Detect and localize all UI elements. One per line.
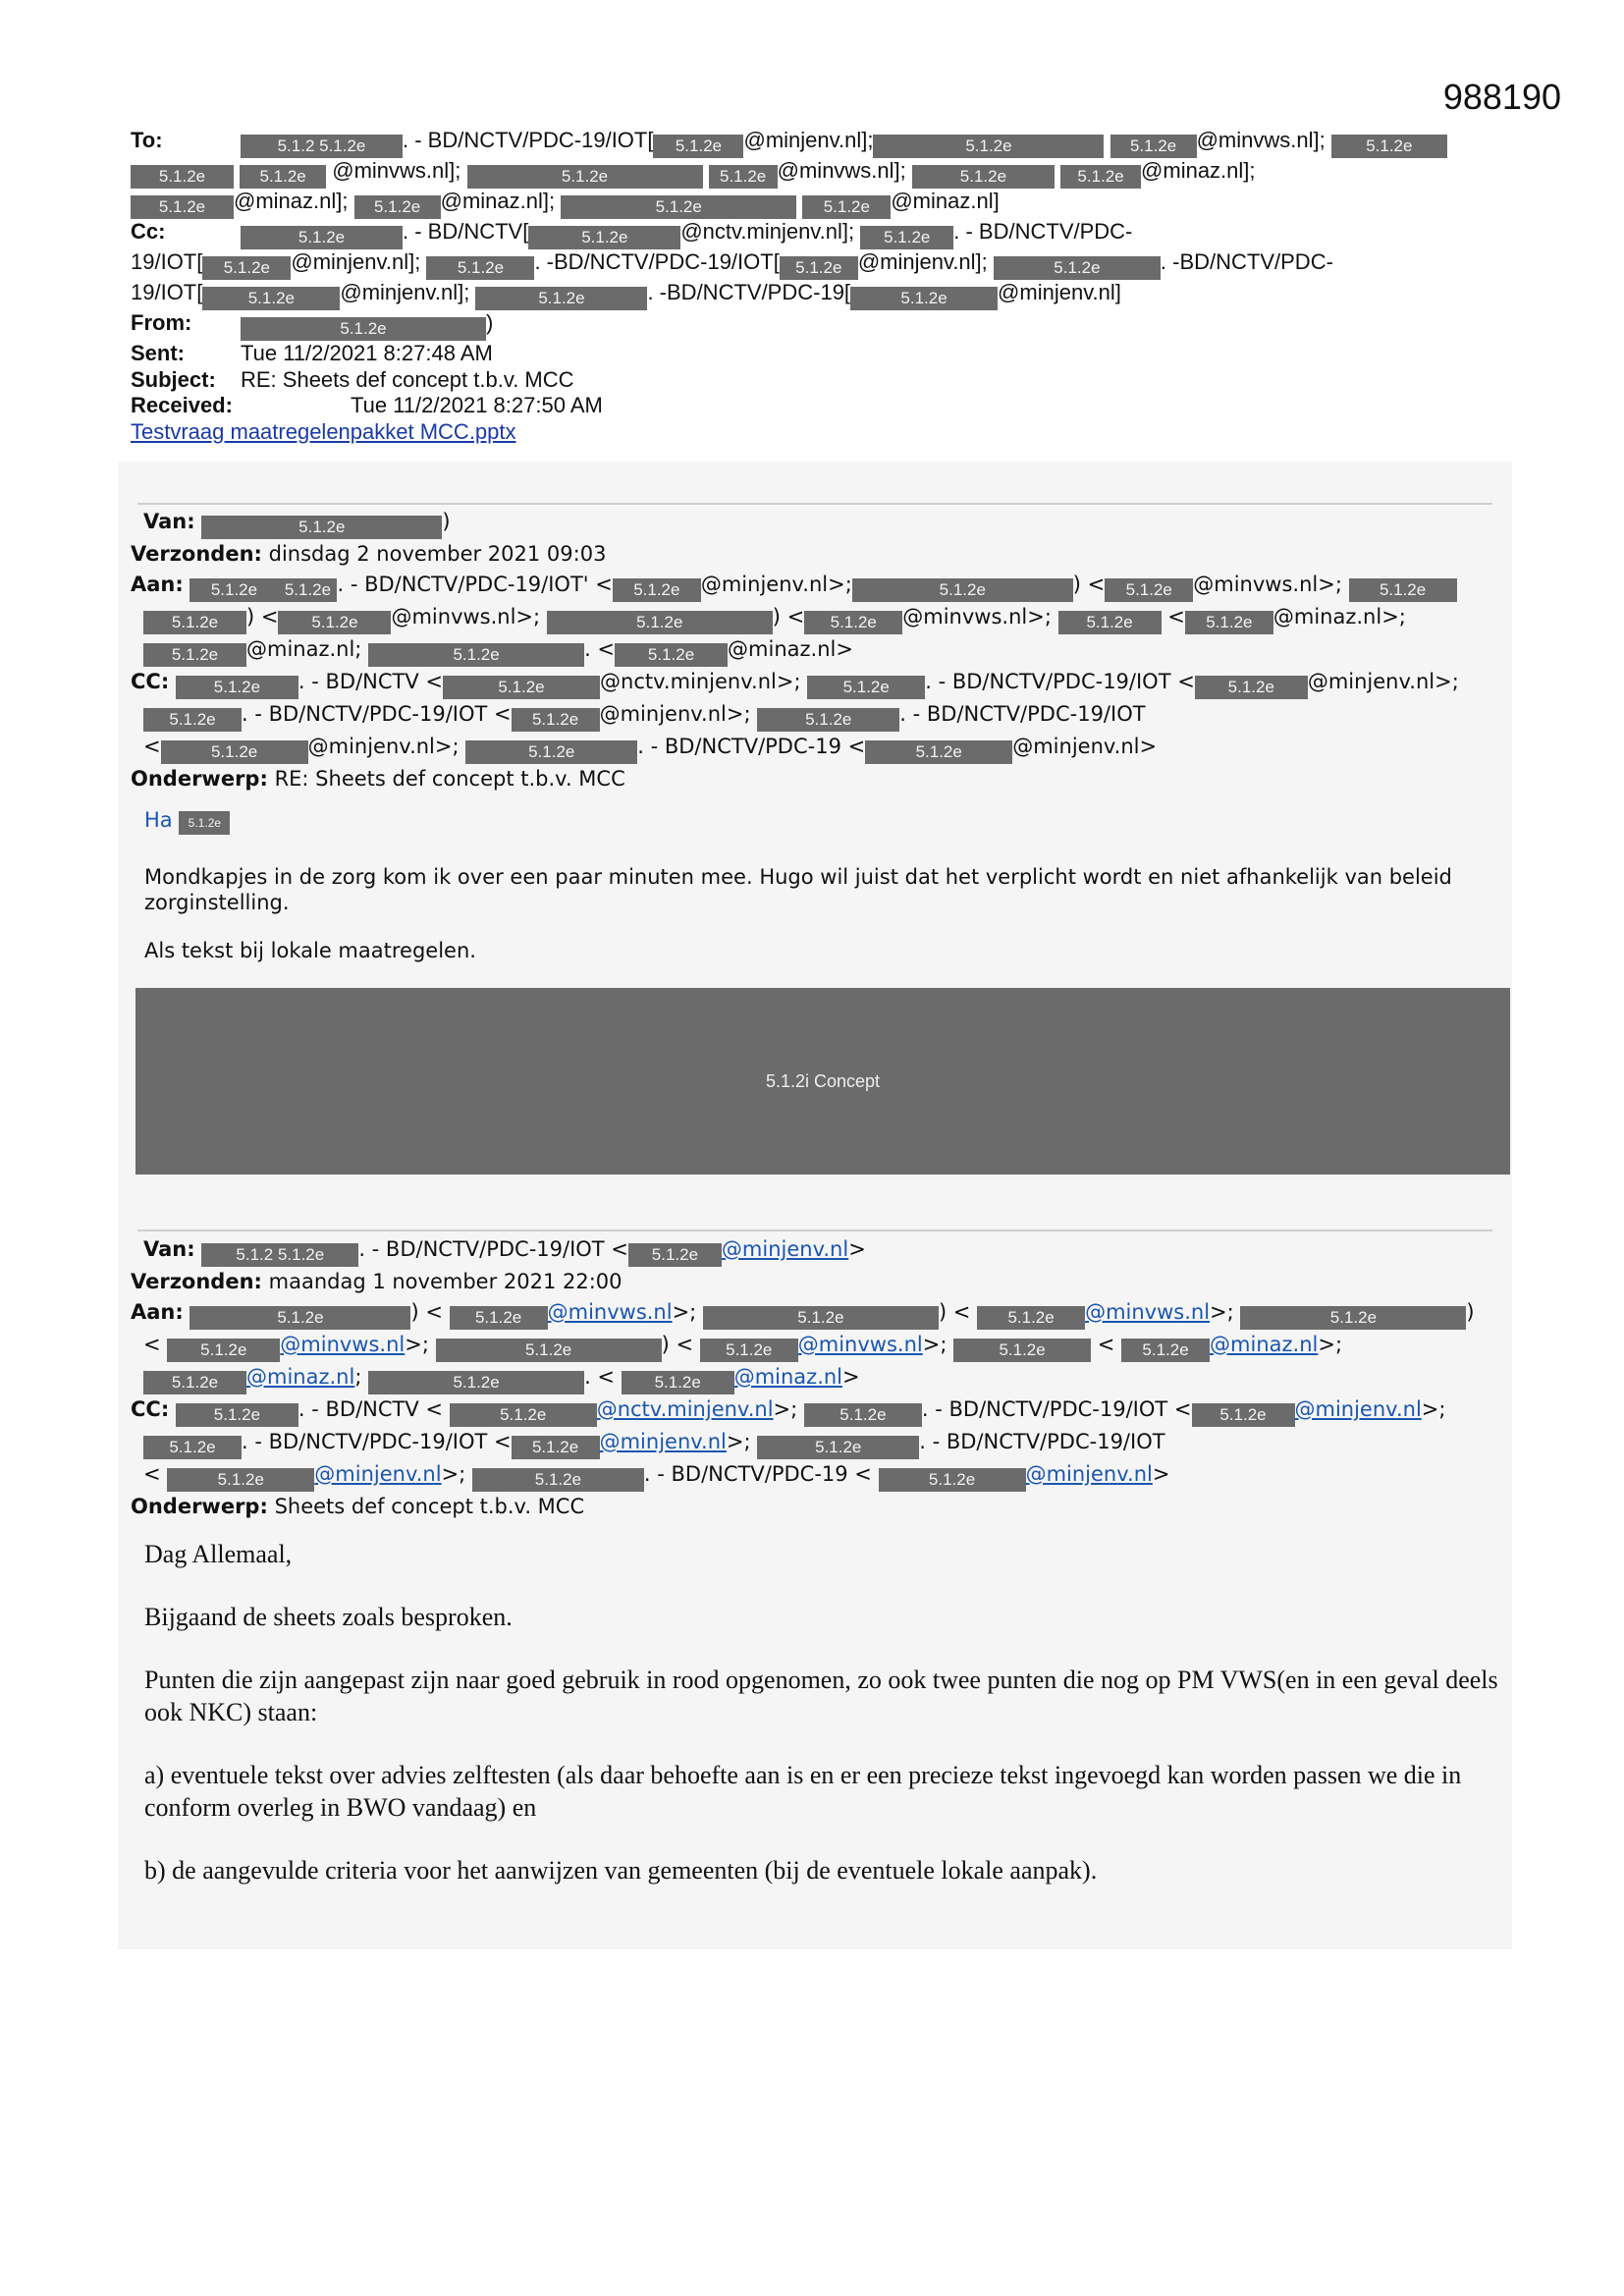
van-row: Van: 5.1.2e ): [131, 507, 1505, 539]
verzonden-label: Verzonden:: [131, 1270, 262, 1293]
redaction: 5.1.2e: [528, 226, 680, 249]
redaction: 5.1.2e: [879, 1468, 1026, 1492]
org-text: . - BD/NCTV/PDC-19/IOT: [899, 702, 1146, 726]
onderwerp-label: Onderwerp:: [131, 1495, 268, 1518]
redaction: 5.1.2e: [512, 708, 600, 732]
message1-greeting: [144, 807, 1499, 835]
org-text: <: [1167, 605, 1185, 629]
verzonden-value: dinsdag 2 november 2021 09:03: [268, 542, 607, 566]
email-link[interactable]: @minjenv.nl: [721, 1237, 849, 1261]
to-label: To:: [131, 128, 163, 152]
redaction: 5.1.2e: [143, 1371, 246, 1394]
email-domain: @minjenv.nl>;: [599, 702, 751, 726]
email-domain: @minvws.nl>;: [902, 605, 1052, 629]
cc-row: [131, 219, 1505, 249]
verzonden-value: maandag 1 november 2021 22:00: [268, 1270, 623, 1293]
email-domain: @minjenv.nl];: [743, 128, 874, 152]
org-text: . - BD/NCTV/PDC-19/IOT <: [925, 670, 1195, 693]
org-text: 19/IOT[: [131, 280, 203, 304]
email-domain: @minjenv.nl>;: [1307, 670, 1459, 693]
cc-row-2: [131, 249, 1505, 280]
attachment-link[interactable]: Testvraag maatregelenpakket MCC.pptx: [131, 418, 516, 444]
redaction: 5.1.2e: [1060, 165, 1141, 189]
to-row-2: [131, 158, 1505, 189]
redaction: 5.1.2e: [240, 165, 326, 189]
redaction: 5.1.2e: [1195, 676, 1308, 699]
email-domain: @minaz.nl];: [234, 189, 349, 213]
aan-row-3: [131, 634, 1505, 667]
email-domain: @nctv.minjenv.nl>;: [600, 670, 801, 693]
cc-label: CC:: [131, 670, 170, 693]
redaction: 5.1.2e: [161, 740, 308, 764]
redaction: 5.1.2e: [143, 643, 246, 667]
redaction: 5.1.2e: [850, 287, 998, 310]
redaction: 5.1.2e: [1331, 135, 1447, 158]
redaction: 5.1.2e: [757, 708, 899, 732]
redaction: 5.1.2e: [143, 611, 246, 634]
redaction: 5.1.2 5.1.2e: [241, 135, 403, 158]
cc-row-3: < 5.1.2e @minjenv.nl>; 5.1.2e . - BD/NCTV/PDC-19 < 5.1.2e @minjenv.nl>: [131, 1459, 1505, 1492]
redaction: 5.1.2e: [167, 1339, 280, 1362]
redaction: 5.1.2e: [994, 256, 1161, 280]
redaction: 5.1.2e: [1058, 611, 1162, 634]
org-text: <: [143, 735, 161, 758]
redaction: 5.1.2e: [443, 676, 600, 699]
van-label: Van:: [143, 510, 195, 533]
verzonden-label: Verzonden:: [131, 542, 262, 566]
email-domain: @minvws.nl];: [332, 158, 461, 183]
redaction: 5.1.2e: [1105, 578, 1193, 602]
attachment-row: [131, 419, 1505, 446]
org-text: . - BD/NCTV[: [403, 219, 529, 244]
redaction: 5.1.2e: [131, 165, 234, 189]
org-text: . -BD/NCTV/PDC-19/IOT[: [534, 249, 780, 274]
redaction: 5.1.2e: [189, 1306, 410, 1330]
email-domain: @minjenv.nl];: [857, 249, 988, 274]
email-link[interactable]: @minvws.nl: [1085, 1300, 1211, 1324]
redaction: 5.1.2e: [201, 516, 442, 539]
redaction: 5.1.2e: [131, 195, 234, 219]
salutation: Dag Allemaal,: [144, 1540, 293, 1568]
redaction: 5.1.2e: [450, 1403, 597, 1427]
email-domain: @minjenv.nl];: [340, 280, 470, 304]
redaction: 5.1.2e: [189, 578, 278, 602]
redaction: 5.1.2e: [467, 165, 703, 189]
redaction: 5.1.2 5.1.2e: [201, 1243, 358, 1267]
redaction: 5.1.2e: [472, 1468, 644, 1492]
received-value: Tue 11/2/2021 8:27:50 AM: [351, 393, 603, 417]
onderwerp-row: [131, 1492, 1505, 1522]
van-label: Van:: [143, 1237, 195, 1261]
email-domain: @minvws.nl>;: [1193, 573, 1342, 596]
aan-row: [131, 570, 1505, 602]
redaction: 5.1.2e: [176, 676, 298, 699]
email-domain: @minjenv.nl];: [291, 249, 421, 274]
email-domain: @minvws.nl>;: [391, 605, 541, 629]
org-text: . - BD/NCTV/PDC-19/IOT <: [242, 1430, 512, 1453]
body-para4: b) de aangevulde criteria voor het aanwijzen van gemeenten (bij de eventuele lokale aanpak).: [144, 1856, 1098, 1885]
redaction: 5.1.2e: [176, 1403, 298, 1427]
redaction: 5.1.2e: [953, 1339, 1091, 1362]
org-text: . <: [584, 637, 616, 661]
email-link[interactable]: @minjenv.nl: [1294, 1397, 1422, 1421]
van-row: Van: 5.1.2 5.1.2e . - BD/NCTV/PDC-19/IOT < 5.1.2e @minjenv.nl>: [131, 1234, 1505, 1267]
redaction: 5.1.2e: [1110, 135, 1197, 158]
body-para3: a) eventuele tekst over advies zelftesten (als daar behoefte aan is en er een precieze tekst ingevoegd kan worden passen we die in conform overleg in BWO vandaag) en: [144, 1761, 1462, 1822]
redaction: 5.1.2e: [628, 1243, 722, 1267]
redaction: 5.1.2e: [852, 578, 1073, 602]
received-row: [131, 393, 1505, 419]
subject-label: Subject:: [131, 366, 216, 392]
cc-row: [131, 667, 1505, 699]
body-para1: Bijgaand de sheets zoals besproken.: [144, 1603, 513, 1631]
aan-label: Aan:: [131, 1300, 184, 1324]
aan-row-2: < 5.1.2e @minvws.nl>; 5.1.2e ) < 5.1.2e @minvws.nl>; 5.1.2e < 5.1.2e @minaz.nl>;: [131, 1330, 1505, 1362]
sent-label: Sent:: [131, 341, 185, 365]
divider: [137, 1230, 1492, 1231]
org-text: 19/IOT[: [131, 249, 203, 274]
redaction: 5.1.2e: [865, 740, 1012, 764]
redaction: 5.1.2e: [436, 1339, 662, 1362]
email-domain: @minaz.nl];: [1141, 158, 1256, 183]
email-link[interactable]: @minjenv.nl: [314, 1462, 442, 1486]
redaction: 5.1.2e: [426, 256, 534, 280]
org-text: . -BD/NCTV/PDC-19[: [647, 280, 851, 304]
redaction: 5.1.2e: [202, 287, 340, 310]
document-id: 988190: [1442, 77, 1561, 117]
redaction: 5.1.2e: [802, 195, 891, 219]
message2-body: [144, 1538, 1509, 1917]
greeting: Ha: [144, 808, 173, 832]
redaction: 5.1.2e: [780, 256, 858, 280]
subject-row: [131, 367, 1505, 394]
email-domain: @minvws.nl];: [1196, 128, 1326, 152]
email-domain: @minjenv.nl>: [1012, 735, 1158, 758]
org-text: . - BD/NCTV/PDC-19/IOT <: [358, 1237, 628, 1261]
email-link[interactable]: @minvws.nl: [280, 1333, 406, 1356]
email-link[interactable]: @minjenv.nl: [599, 1430, 727, 1453]
email-domain: @minaz.nl>: [728, 637, 853, 661]
org-text: . - BD/NCTV/PDC-: [953, 219, 1133, 244]
email-domain: @minaz.nl]: [891, 189, 1000, 213]
message1-header: [131, 507, 1505, 794]
redaction: 5.1.2e: [622, 1371, 734, 1394]
aan-row-2: [131, 602, 1505, 634]
redaction: 5.1.2e: [167, 1468, 314, 1492]
redaction: 5.1.2e: [1240, 1306, 1466, 1330]
redaction: 5.1.2e: [143, 1436, 242, 1459]
aan-row-3: 5.1.2e @minaz.nl; 5.1.2e . < 5.1.2e @minaz.nl>: [131, 1362, 1505, 1394]
redaction: 5.1.2e: [804, 1403, 922, 1427]
to-row-3: [131, 189, 1505, 219]
email-domain: @minjenv.nl>;: [700, 573, 852, 596]
cc-label: Cc:: [131, 219, 166, 244]
email-link[interactable]: @nctv.minjenv.nl: [596, 1397, 774, 1421]
redaction: 5.1.2e: [368, 1371, 584, 1394]
body-para2: Punten die zijn aangepast zijn naar goed gebruik in rood opgenomen, zo ook twee punten die nog op PM VWS(en in een geval deels ook NKC) staan:: [144, 1666, 1498, 1726]
redaction: 5.1.2e: [912, 165, 1055, 189]
redaction: 5.1.2e: [179, 811, 230, 835]
subject-value: RE: Sheets def concept t.b.v. MCC: [241, 366, 574, 392]
email-domain: @minaz.nl>;: [1272, 605, 1406, 629]
redaction: 5.1.2e: [860, 226, 953, 249]
concept-redaction: 5.1.2i Concept: [135, 988, 1510, 1175]
divider: [137, 503, 1492, 505]
message1-para1: Mondkapjes in de zorg kom ik over een paar minuten mee. Hugo wil juist dat het verplicht wordt en niet afhankelijk van beleid zorginstelling.: [144, 865, 1452, 914]
redaction: 5.1.2e: [241, 226, 403, 249]
redaction: 5.1.2e: [1192, 1403, 1295, 1427]
email-link[interactable]: @minvws.nl: [797, 1333, 923, 1356]
redaction: 5.1.2e: [368, 643, 584, 667]
redaction: 5.1.2e: [450, 1306, 548, 1330]
redaction: 5.1.2e: [700, 1339, 798, 1362]
email-domain: @minjenv.nl>;: [307, 735, 460, 758]
org-text: . - BD/NCTV/PDC-19/IOT <: [242, 702, 512, 726]
email-domain: @minjenv.nl]: [998, 280, 1121, 304]
cc-label: CC:: [131, 1397, 170, 1421]
to-row: [131, 128, 1505, 158]
org-text: ) <: [1072, 573, 1106, 596]
email-link[interactable]: @minvws.nl: [547, 1300, 673, 1324]
message-thread: [118, 462, 1512, 1949]
redaction: 5.1.2e: [1349, 578, 1457, 602]
onderwerp-row: [131, 764, 1505, 794]
sent-value: Tue 11/2/2021 8:27:48 AM: [241, 341, 493, 365]
org-text: ) <: [772, 605, 805, 629]
sent-row: [131, 341, 1505, 367]
cc-row-3: [131, 280, 1505, 310]
redaction: 5.1.2e: [1185, 611, 1273, 634]
redaction: 5.1.2e: [465, 740, 637, 764]
onderwerp-value: RE: Sheets def concept t.b.v. MCC: [274, 767, 625, 791]
redaction: 5.1.2e: [1121, 1339, 1210, 1362]
org-text: . -BD/NCTV/PDC-: [1160, 249, 1333, 274]
email-domain: @nctv.minjenv.nl];: [680, 219, 855, 244]
aan-label: Aan:: [131, 573, 184, 596]
message1-para2: Als tekst bij lokale maatregelen.: [144, 939, 476, 962]
email-header: [131, 128, 1505, 445]
redaction: 5.1.2e: [561, 195, 796, 219]
cc-row: CC: 5.1.2e . - BD/NCTV < 5.1.2e @nctv.minjenv.nl>; 5.1.2e . - BD/NCTV/PDC-19/IOT < 5.1.2e @minjenv.nl>;: [131, 1394, 1505, 1427]
email-domain: @minaz.nl];: [440, 189, 556, 213]
verzonden-row: [131, 539, 1505, 570]
email-domain: @minvws.nl];: [777, 158, 906, 183]
redaction: 5.1.2e: [703, 1306, 939, 1330]
received-label: Received:: [131, 393, 233, 417]
redaction: 5.1.2e: [278, 611, 391, 634]
email-link[interactable]: @minaz.nl: [733, 1365, 843, 1389]
onderwerp-value: Sheets def concept t.b.v. MCC: [274, 1495, 585, 1518]
redaction: 5.1.2e: [757, 1436, 919, 1459]
onderwerp-label: Onderwerp:: [131, 767, 268, 791]
redaction: 5.1.2e: [709, 165, 778, 189]
cc-row-2: [131, 699, 1505, 732]
org-text: ) <: [246, 605, 279, 629]
verzonden-row: [131, 1267, 1505, 1297]
cc-row-2: 5.1.2e . - BD/NCTV/PDC-19/IOT < 5.1.2e @minjenv.nl>; 5.1.2e . - BD/NCTV/PDC-19/IOT: [131, 1427, 1505, 1459]
redaction: 5.1.2e: [202, 256, 291, 280]
aan-row: Aan: 5.1.2e ) < 5.1.2e @minvws.nl>; 5.1.2e ) < 5.1.2e @minvws.nl>; 5.1.2e ): [131, 1297, 1505, 1330]
redaction: 5.1.2e: [143, 708, 242, 732]
email-link[interactable]: @minaz.nl: [246, 1365, 355, 1389]
redaction: 5.1.2e: [241, 317, 486, 341]
redaction: 5.1.2e: [615, 643, 728, 667]
org-text: . - BD/NCTV <: [298, 670, 444, 693]
redaction: 5.1.2e: [278, 578, 337, 602]
org-text: . - BD/NCTV/PDC-19/IOT' <: [337, 573, 613, 596]
redaction: 5.1.2e: [653, 135, 743, 158]
redaction: 5.1.2e: [475, 287, 647, 310]
org-text: . - BD/NCTV/PDC-19/IOT <: [921, 1397, 1192, 1421]
from-row: From: 5.1.2e ): [131, 310, 1505, 341]
email-link[interactable]: @minaz.nl: [1210, 1333, 1319, 1356]
redaction: 5.1.2e: [873, 135, 1104, 158]
redaction: 5.1.2e: [547, 611, 773, 634]
redaction: 5.1.2e: [512, 1436, 600, 1459]
cc-row-3: [131, 732, 1505, 764]
redaction: 5.1.2e: [354, 195, 441, 219]
redaction: 5.1.2e: [977, 1306, 1085, 1330]
org-text: . - BD/NCTV/PDC-19/IOT[: [403, 128, 654, 152]
from-label: From:: [131, 310, 192, 335]
redaction: 5.1.2e: [804, 611, 902, 634]
redaction: 5.1.2e: [807, 676, 925, 699]
redaction: 5.1.2e: [613, 578, 701, 602]
message2-header: [131, 1234, 1505, 1522]
email-domain: @minaz.nl;: [246, 637, 362, 661]
email-link[interactable]: @minjenv.nl: [1025, 1462, 1153, 1486]
org-text: . - BD/NCTV/PDC-19 <: [637, 735, 866, 758]
